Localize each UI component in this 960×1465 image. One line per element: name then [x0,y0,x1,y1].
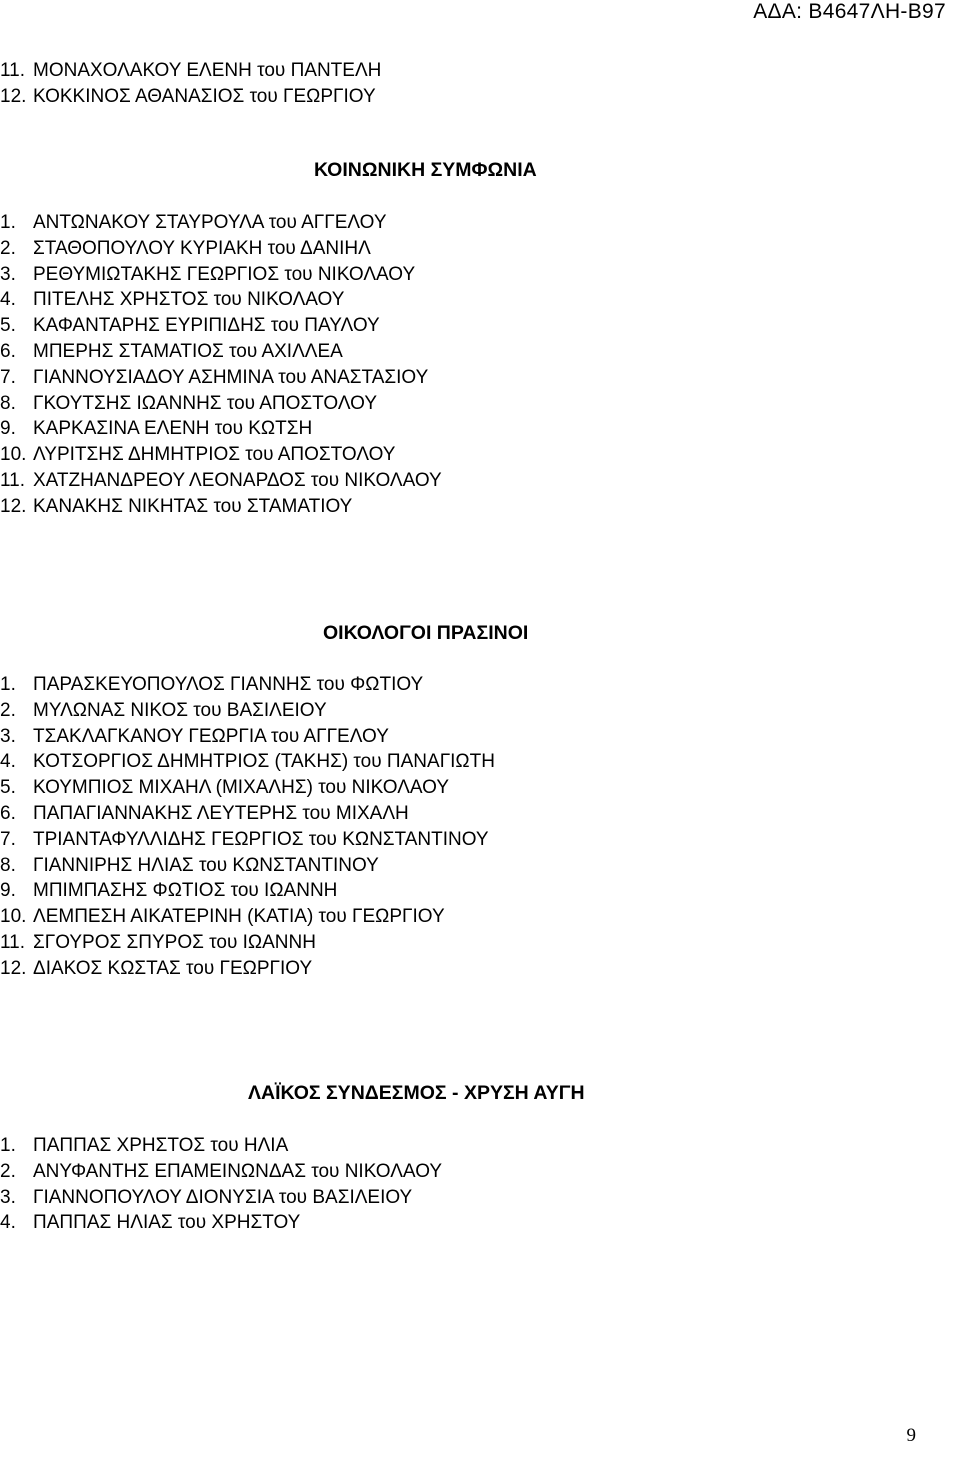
list-item [0,262,442,288]
candidate-name: ΚΟΚΚΙΝΟΣ ΑΘΑΝΑΣΙΟΣ του ΓΕΩΡΓΙΟΥ [33,85,376,107]
candidate-name: ΤΣΑΚΛΑΓΚΑΝΟΥ ΓΕΩΡΓΙΑ του ΑΓΓΕΛΟΥ [33,725,389,747]
page-number: 9 [906,1425,916,1446]
item-number: 2. [0,699,16,721]
candidate-name: ΣΓΟΥΡΟΣ ΣΠΥΡΟΣ του ΙΩΑΝΝΗ [33,931,316,953]
candidate-name: ΚΑΦΑΝΤΑΡΗΣ ΕΥΡΙΠΙΔΗΣ του ΠΑΥΛΟΥ [33,315,380,337]
list-item [0,749,495,775]
candidate-name: ΑΝΤΩΝΑΚΟΥ ΣΤΑΥΡΟΥΛΑ του ΑΓΓΕΛΟΥ [33,212,387,233]
item-number: 11. [0,931,26,953]
candidate-name: ΜΠΕΡΗΣ ΣΤΑΜΑΤΙΟΣ του ΑΧΙΛΛΕΑ [33,340,343,362]
candidate-name: ΤΡΙΑΝΤΑΦΥΛΛΙΔΗΣ ΓΕΩΡΓΙΟΣ του ΚΩΝΣΤΑΝΤΙΝΟΥ [33,828,489,850]
candidate-name: ΠΙΤΕΛΗΣ ΧΡΗΣΤΟΣ του ΝΙΚΟΛΑΟΥ [33,289,345,311]
list-item [0,698,495,724]
candidate-list-continued [0,58,381,110]
list-item [0,775,495,801]
list-item [0,58,381,84]
candidate-name: ΠΑΠΠΑΣ ΗΛΙΑΣ του ΧΡΗΣΤΟΥ [33,1212,301,1234]
section-title-oikologoi-prasinoi: ΟΙΚΟΛΟΓΟΙ ΠΡΑΣΙΝΟΙ [323,622,529,644]
item-number: 12. [0,957,27,979]
list-item [0,442,442,468]
item-number: 4. [0,289,16,311]
item-number: 7. [0,366,16,388]
candidate-name: ΜΟΝΑΧΟΛΑΚΟΥ ΕΛΕΝΗ του ΠΑΝΤΕΛΗ [33,60,382,81]
item-number: 5. [0,777,16,799]
candidate-name: ΠΑΡΑΣΚΕΥΟΠΟΥΛΟΣ ΓΙΑΝΝΗΣ του ΦΩΤΙΟΥ [33,674,424,695]
candidate-name: ΚΑΝΑΚΗΣ ΝΙΚΗΤΑΣ του ΣΤΑΜΑΤΙΟΥ [33,495,353,517]
list-item [0,339,442,365]
item-number: 3. [0,725,16,747]
item-number: 12. [0,495,27,517]
candidate-name: ΔΙΑΚΟΣ ΚΩΣΤΑΣ του ΓΕΩΡΓΙΟΥ [33,957,313,979]
candidate-name: ΓΙΑΝΝΟΠΟΥΛΟΥ ΔΙΟΝΥΣΙΑ του ΒΑΣΙΛΕΙΟΥ [33,1186,413,1208]
item-number: 9. [0,880,16,902]
list-item [0,391,442,417]
item-number: 5. [0,315,16,337]
list-item [0,1185,442,1211]
item-number: 7. [0,828,16,850]
candidate-name: ΛΕΜΠΕΣΗ ΑΙΚΑΤΕΡΙΝΗ (ΚΑΤΙΑ) του ΓΕΩΡΓΙΟΥ [33,906,445,928]
candidate-list-laikos-syndesmos [0,1133,442,1236]
candidate-list-koinoniki-symfonia [0,210,442,520]
list-item [0,287,442,313]
ada-header: ΑΔΑ: Β4647ΛΗ-Β97 [753,0,946,23]
candidate-name: ΜΥΛΩΝΑΣ ΝΙΚΟΣ του ΒΑΣΙΛΕΙΟΥ [33,699,327,721]
candidate-name: ΠΑΠΑΓΙΑΝΝΑΚΗΣ ΛΕΥΤΕΡΗΣ του ΜΙΧΑΛΗ [33,802,409,824]
candidate-name: ΠΑΠΠΑΣ ΧΡΗΣΤΟΣ του ΗΛΙΑ [33,1135,289,1156]
candidate-name: ΣΤΑΘΟΠΟΥΛΟΥ ΚΥΡΙΑΚΗ του ΔΑΝΙΗΛ [33,237,371,259]
candidate-name: ΧΑΤΖΗΑΝΔΡΕΟΥ ΛΕΟΝΑΡΔΟΣ του ΝΙΚΟΛΑΟΥ [33,469,442,491]
candidate-name: ΓΙΑΝΝΙΡΗΣ ΗΛΙΑΣ του ΚΩΝΣΤΑΝΤΙΝΟΥ [33,854,379,876]
item-number: 1. [0,212,16,233]
list-item [0,904,495,930]
list-item [0,724,495,750]
item-number: 4. [0,1212,16,1234]
candidate-name: ΚΑΡΚΑΣΙΝΑ ΕΛΕΝΗ του ΚΩΤΣΗ [33,418,313,440]
list-item [0,1210,442,1236]
list-item [0,210,442,236]
item-number: 2. [0,1160,16,1182]
candidate-list-oikologoi-prasinoi [0,672,495,982]
item-number: 6. [0,802,16,824]
item-number: 4. [0,751,16,773]
item-number: 10. [0,906,27,928]
list-item [0,494,442,520]
list-item [0,672,495,698]
candidate-name: ΑΝΥΦΑΝΤΗΣ ΕΠΑΜΕΙΝΩΝΔΑΣ του ΝΙΚΟΛΑΟΥ [33,1160,443,1182]
item-number: 11. [0,60,26,81]
list-item [0,365,442,391]
candidate-name: ΡΕΘΥΜΙΩΤΑΚΗΣ ΓΕΩΡΓΙΟΣ του ΝΙΚΟΛΑΟΥ [33,263,416,285]
list-item [0,801,495,827]
list-item [0,827,495,853]
candidate-name: ΛΥΡΙΤΣΗΣ ΔΗΜΗΤΡΙΟΣ του ΑΠΟΣΤΟΛΟΥ [33,444,396,466]
list-item [0,468,442,494]
item-number: 3. [0,1186,16,1208]
item-number: 2. [0,237,16,259]
list-item [0,878,495,904]
list-item [0,236,442,262]
list-item [0,84,381,110]
candidate-name: ΓΚΟΥΤΣΗΣ ΙΩΑΝΝΗΣ του ΑΠΟΣΤΟΛΟΥ [33,392,378,414]
list-item [0,853,495,879]
item-number: 3. [0,263,16,285]
list-item [0,416,442,442]
candidate-name: ΓΙΑΝΝΟΥΣΙΑΔΟΥ ΑΣΗΜΙΝΑ του ΑΝΑΣΤΑΣΙΟΥ [33,366,429,388]
item-number: 1. [0,674,16,695]
item-number: 9. [0,418,16,440]
item-number: 8. [0,392,16,414]
item-number: 12. [0,85,27,107]
list-item [0,930,495,956]
candidate-name: ΚΟΤΣΟΡΓΙΟΣ ΔΗΜΗΤΡΙΟΣ (ΤΑΚΗΣ) του ΠΑΝΑΓΙΩΤΗ [33,751,495,773]
item-number: 10. [0,444,27,466]
item-number: 6. [0,340,16,362]
item-number: 8. [0,854,16,876]
list-item [0,956,495,982]
item-number: 11. [0,469,26,491]
section-title-koinoniki-symfonia: ΚΟΙΝΩΝΙΚΗ ΣΥΜΦΩΝΙΑ [314,159,537,181]
list-item [0,1159,442,1185]
candidate-name: ΚΟΥΜΠΙΟΣ ΜΙΧΑΗΛ (ΜΙΧΑΛΗΣ) του ΝΙΚΟΛΑΟΥ [33,777,449,799]
list-item [0,313,442,339]
item-number: 1. [0,1135,16,1156]
list-item [0,1133,442,1159]
section-title-laikos-syndesmos: ΛΑΪΚΟΣ ΣΥΝΔΕΣΜΟΣ - ΧΡΥΣΗ ΑΥΓΗ [248,1082,585,1104]
candidate-name: ΜΠΙΜΠΑΣΗΣ ΦΩΤΙΟΣ του ΙΩΑΝΝΗ [33,880,338,902]
